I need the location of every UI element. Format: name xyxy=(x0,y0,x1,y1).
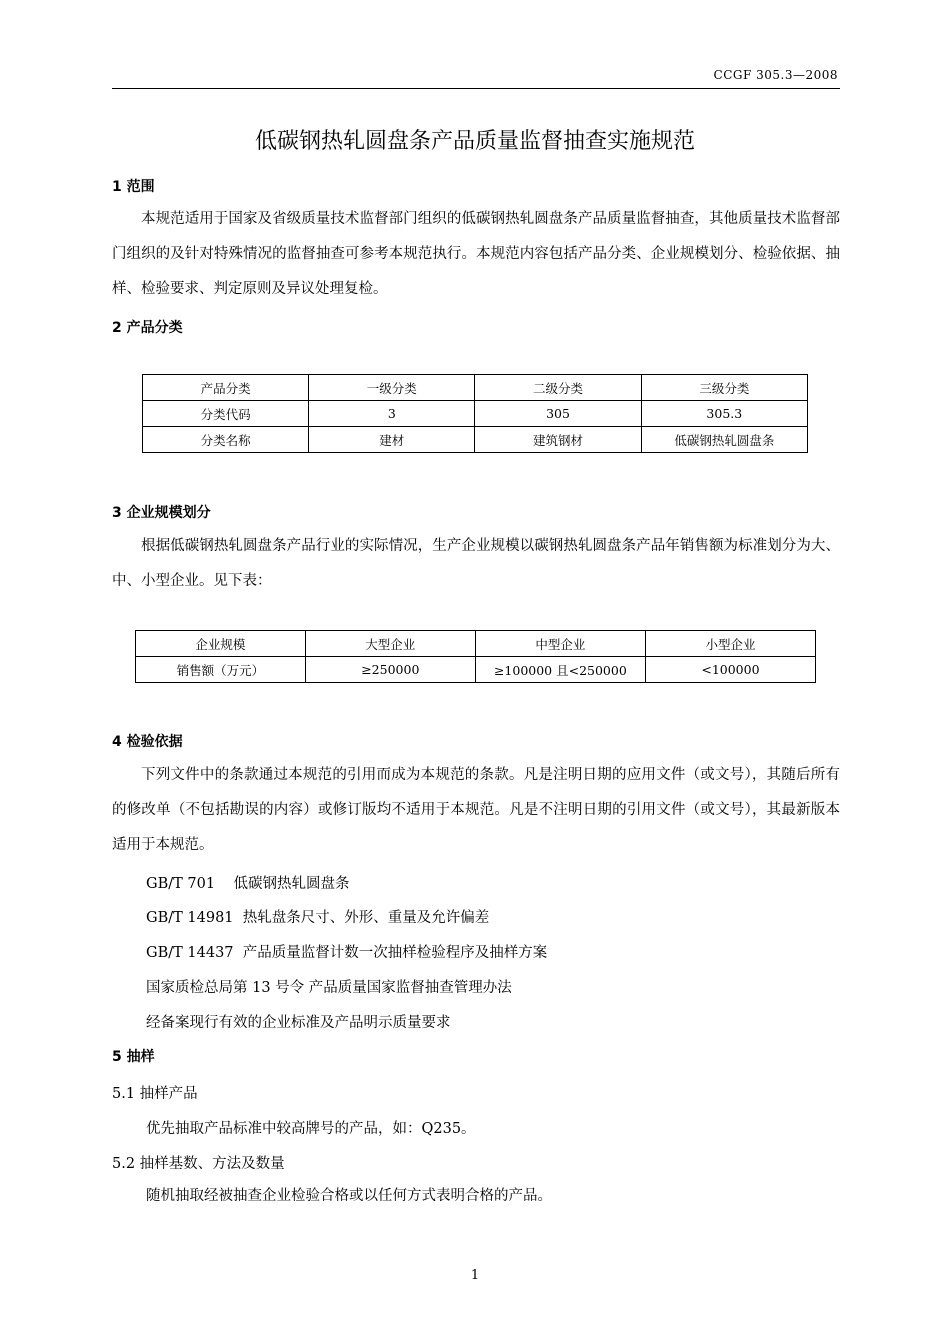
enterprise-scale-table xyxy=(135,630,816,683)
reference-item: 国家质检总局第 13 号令 产品质量国家监督抽查管理办法 xyxy=(146,980,512,996)
section-4-heading: 4 检验依据 xyxy=(112,734,183,750)
standard-code: CCGF 305.3—2008 xyxy=(713,68,838,82)
table-cell: 低碳钢热轧圆盘条 xyxy=(641,427,807,453)
table-cell: 分类名称 xyxy=(143,427,309,453)
table-row xyxy=(136,631,816,657)
table-row xyxy=(143,401,808,427)
table-cell: 三级分类 xyxy=(641,375,807,401)
reference-item: GB/T 701 低碳钢热轧圆盘条 xyxy=(146,876,350,892)
product-classification-table xyxy=(142,374,808,453)
page-number: 1 xyxy=(470,1268,480,1283)
reference-item: GB/T 14981 热轧盘条尺寸、外形、重量及允许偏差 xyxy=(146,910,490,926)
table-cell: 建材 xyxy=(309,427,475,453)
section-1-heading: 1 范围 xyxy=(112,179,155,195)
subsection-5-1-heading: 5.1 抽样产品 xyxy=(112,1086,198,1102)
table-cell: 产品分类 xyxy=(143,375,309,401)
table-cell: 一级分类 xyxy=(309,375,475,401)
subsection-5-2-text: 随机抽取经被抽查企业检验合格或以任何方式表明合格的产品。 xyxy=(146,1188,552,1204)
header-rule xyxy=(112,88,840,89)
section-1-paragraph: 本规范适用于国家及省级质量技术监督部门组织的低碳钢热轧圆盘条产品质量监督抽查，其他质量技术监督部门组织的及针对特殊情况的监督抽查可参考本规范执行。本规范内容包括产品分类、企业规模划分、检验依据、抽样、检验要求、判定原则及异议处理复检。 xyxy=(112,211,840,297)
section-3-heading: 3 企业规模划分 xyxy=(112,505,211,521)
section-3-paragraph: 根据低碳钢热轧圆盘条产品行业的实际情况，生产企业规模以碳钢热轧圆盘条产品年销售额为标准划分为大、中、小型企业。见下表： xyxy=(112,538,840,589)
table-cell: 分类代码 xyxy=(143,401,309,427)
subsection-5-1-text: 优先抽取产品标准中较高牌号的产品，如：Q235。 xyxy=(146,1121,476,1137)
table-row xyxy=(136,657,816,683)
subsection-5-2-heading: 5.2 抽样基数、方法及数量 xyxy=(112,1156,285,1172)
table-cell: 销售额（万元） xyxy=(136,657,306,683)
reference-item: 经备案现行有效的企业标准及产品明示质量要求 xyxy=(146,1015,451,1031)
table-cell: 305 xyxy=(475,401,641,427)
table-cell: 小型企业 xyxy=(645,631,815,657)
document-title: 低碳钢热轧圆盘条产品质量监督抽查实施规范 xyxy=(254,129,695,154)
reference-item: GB/T 14437 产品质量监督计数一次抽样检验程序及抽样方案 xyxy=(146,945,548,961)
table-row xyxy=(143,427,808,453)
table-row xyxy=(143,375,808,401)
table-cell: 3 xyxy=(309,401,475,427)
table-cell: 中型企业 xyxy=(475,631,645,657)
table-cell: ≥100000 且<250000 xyxy=(475,657,645,683)
table-cell: 企业规模 xyxy=(136,631,306,657)
table-cell: ≥250000 xyxy=(305,657,475,683)
table-cell: 大型企业 xyxy=(305,631,475,657)
table-cell: 建筑钢材 xyxy=(475,427,641,453)
section-5-heading: 5 抽样 xyxy=(112,1049,155,1065)
section-2-heading: 2 产品分类 xyxy=(112,320,183,336)
section-4-paragraph: 下列文件中的条款通过本规范的引用而成为本规范的条款。凡是注明日期的应用文件（或文号），其随后所有的修改单（不包括勘误的内容）或修订版均不适用于本规范。凡是不注明日期的引用文件（或文号），其最新版本适用于本规范。 xyxy=(112,767,840,853)
table-cell: 305.3 xyxy=(641,401,807,427)
table-cell: <100000 xyxy=(645,657,815,683)
table-cell: 二级分类 xyxy=(475,375,641,401)
